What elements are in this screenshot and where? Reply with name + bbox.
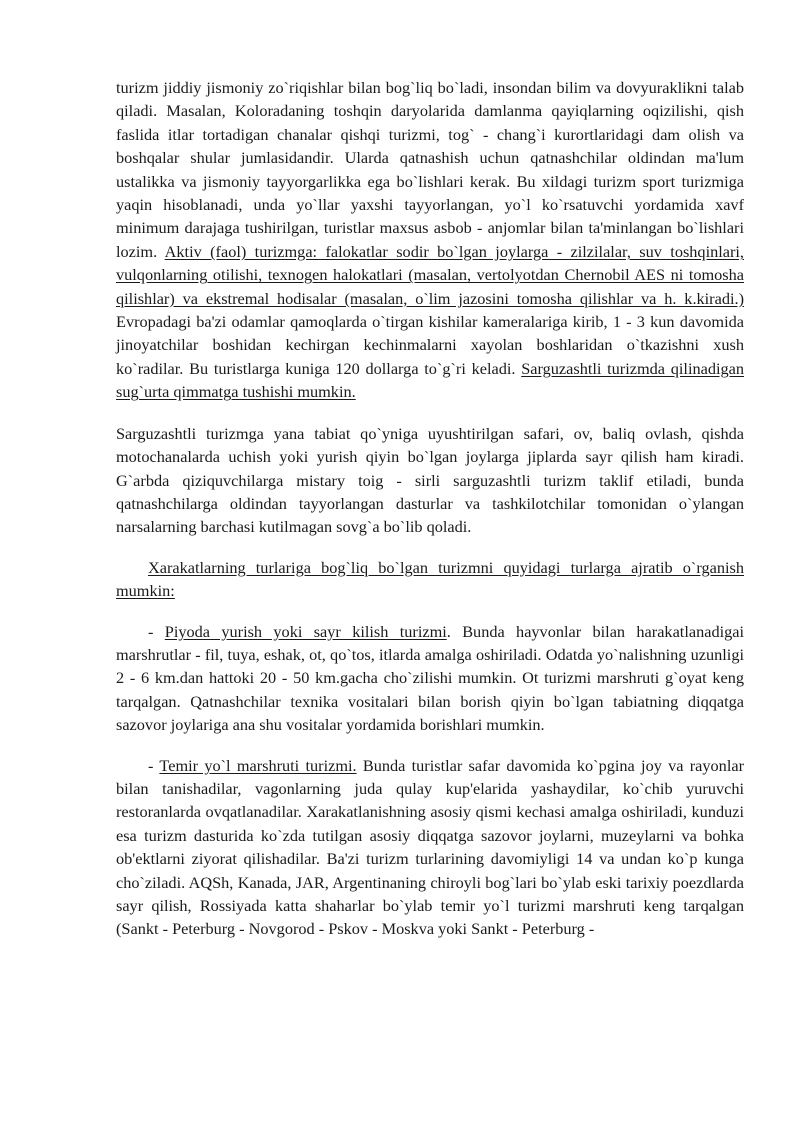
paragraph-railway-tourism xyxy=(116,754,744,941)
paragraph-text: . Bunda hayvonlar bilan harakatlanadigai marshrutlar - fil, tuya, eshak, ot, qo`tos, itlarda amalga oshiriladi. Odatda yo`nalishning uzunligi 2 - 6 km.dan hattoki 20 - 50 km.gacha cho`zilishi mumkin. Ot turizmi marshruti g`oyat keng tarqalgan. Qatnashchilar texnika vositalari bilan borish qiyin bo`lgan tabiatning diqqatga sazovor joylariga ana shu vositalar yordamida borishlari mumkin. xyxy=(116,621,744,735)
paragraph-active-tourism xyxy=(116,76,744,404)
paragraph-text: turizm jiddiy jismoniy zo`riqishlar bilan bog`liq bo`ladi, insondan bilim va dovyuraklikni talab qiladi. Masalan, Koloradaning toshqin daryolarida damlanma qayiqlarning oqizilishi, qish faslida itlar tortadigan chanalar qishqi turizmi, tog` - chang`i kurortlaridagi dam olish va boshqalar shular jumlasidandir. Ularda qatnashish uchun qatnashchilar oldindan ma'lum ustalikka va jismoniy tayyorgarlikka ega bo`lishlari kerak. Bu xildagi turizm sport turizmiga yaqin hisoblanadi, unda yo`llar yaxshi tayyorlangan, yo`l ko`rsatuvchi yordamida xavf minimum darajaga tushirilgan, turistlar maxsus asbob - anjomlar bilan ta'minlangan bo`lishlari lozim. xyxy=(116,78,744,261)
underlined-section-heading: Xarakatlarning turlariga bog`liq bo`lgan turizmni quyidagi turlarga ajratib o`rganish mumkin: xyxy=(116,557,744,601)
list-dash: - xyxy=(148,755,160,775)
underlined-insurance-note: Sarguzashtli turizmda qilinadigan sug`urta qimmatga tushishi mumkin. xyxy=(116,358,745,402)
underlined-railway-tourism-heading: Temir yo`l marshruti turizmi. xyxy=(159,755,357,775)
paragraph-text: Sarguzashtli turizmga yana tabiat qo`yniga uyushtirilgan safari, ov, baliq ovlash, qishda motochanalarda uchish yoki yurish qiyin bo`lgan joylarga jiplarda sayr qilish ham kiradi. G`arbda qiziquvchilarga mistary toig - sirli sarguzashtli turizm taklif etiladi, bunda qatnashchilarga oldindan tayyorlangan dasturlar va tashkilotchilar tomonidan o`ylangan narsalarning barchasi kutilmagan sovg`a bo`lib qoladi. xyxy=(116,423,744,537)
paragraph-walking-tourism xyxy=(116,620,744,737)
underlined-walking-tourism-heading: Piyoda yurish yoki sayr kilish turizmi xyxy=(164,621,447,641)
paragraph-adventure-tourism xyxy=(116,422,744,539)
list-dash: - xyxy=(148,621,165,641)
underlined-active-tourism-definition: Aktiv (faol) turizmga: falokatlar sodir bo`lgan joylarga - zilzilalar, suv toshqinlari, vulqonlarning otilishi, texnogen halokatlari (masalan, vertolyotdan Chernobil AES ni tomosha qilishlar) va ekstremal hodisalar (masalan, o`lim jazosini tomosha qilishlar va h. k.kiradi.) xyxy=(116,241,745,308)
paragraph-text: Evropadagi ba'zi odamlar qamoqlarda o`tirgan kishilar kameralariga kirib, 1 - 3 kun davomida jinoyatchilar boshidan kechirgan kechinmalarni xayolan boshlaridan o`tkazishni xush ko`radilar. Bu turistlarga kuniga 120 dollarga to`g`ri keladi. xyxy=(116,312,744,378)
paragraph-movement-types-heading xyxy=(116,556,744,603)
paragraph-text: Bunda turistlar safar davomida ko`pgina joy va rayonlar bilan tanishadilar, vagonlarning juda qulay kup'elarida yashaydilar, ko`chib yuruvchi restoranlarda ovqatlanadilar. Xarakatlanishning asosiy qismi kechasi amalga oshiriladi, kunduzi esa turizm dasturida ko`zda tutilgan asosiy diqqatga sazovor joylarni, muzeylarni va bohka ob'ektlarni ziyorat qilishadilar. Ba'zi turizm turlarining davomiyligi 14 va undan ko`p kunga cho`ziladi. AQSh, Kanada, JAR, Argentinaning chiroyli bog`lari bo`ylab eski tarixiy poezdlarda sayr qilish, Rossiyada katta shaharlar bo`ylab temir yo`l turizmi marshruti keng tarqalgan (Sankt - Peterburg - Novgorod - Pskov - Moskva yoki Sankt - Peterburg - xyxy=(116,755,744,939)
